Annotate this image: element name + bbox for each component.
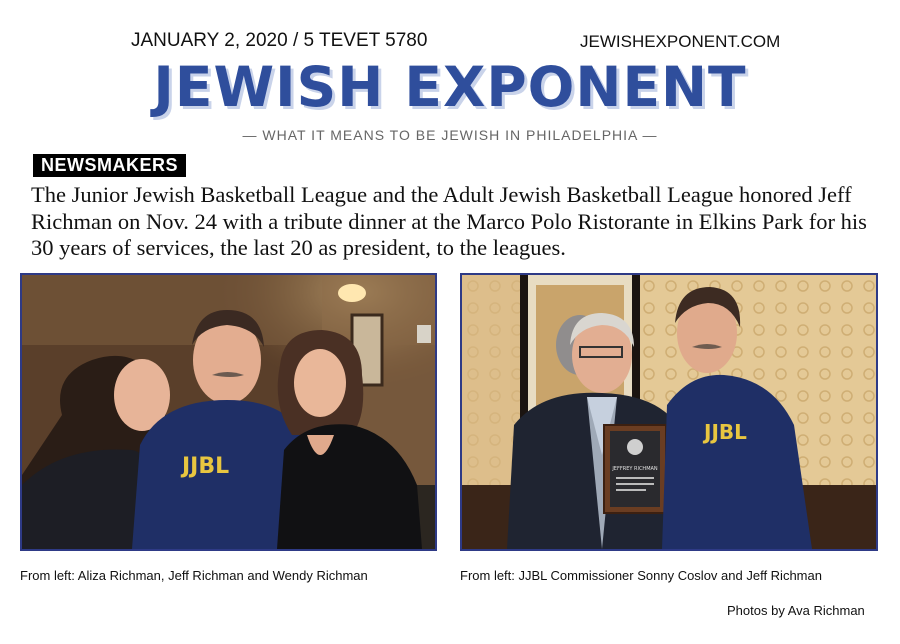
photo-left-image [22,275,435,549]
award-plaque [604,425,666,513]
photo-right [460,273,878,551]
plaque-name: JEFFREY RICHMAN [612,466,658,472]
sweater-text-left: JJBL [182,454,230,479]
website-url[interactable]: JEWISHEXPONENT.COM [580,32,781,51]
masthead-title: JEWISH EXPONENT [153,55,747,119]
issue-date: JANUARY 2, 2020 / 5 TEVET 5780 [131,30,428,51]
photo-right-caption: From left: JJBL Commissioner Sonny Coslov and Jeff Richman [460,568,822,583]
article-lede: The Junior Jewish Basketball League and the Adult Jewish Basketball League honored Jeff Richman on Nov. 24 with a tribute dinner at the Marco Polo Ristorante in Elkins Park for his 30 years of services, the last 20 as president, to the leagues. [31,182,867,260]
photo-left [20,273,437,551]
masthead-tagline: — WHAT IT MEANS TO BE JEWISH IN PHILADELPHIA — [242,127,658,143]
photo-credit: Photos by Ava Richman [727,603,865,618]
photo-right-image [462,275,876,549]
section-label: NEWSMAKERS [33,154,186,177]
sweater-text-right: JJBL [704,420,747,444]
photo-left-caption: From left: Aliza Richman, Jeff Richman and Wendy Richman [20,568,368,583]
